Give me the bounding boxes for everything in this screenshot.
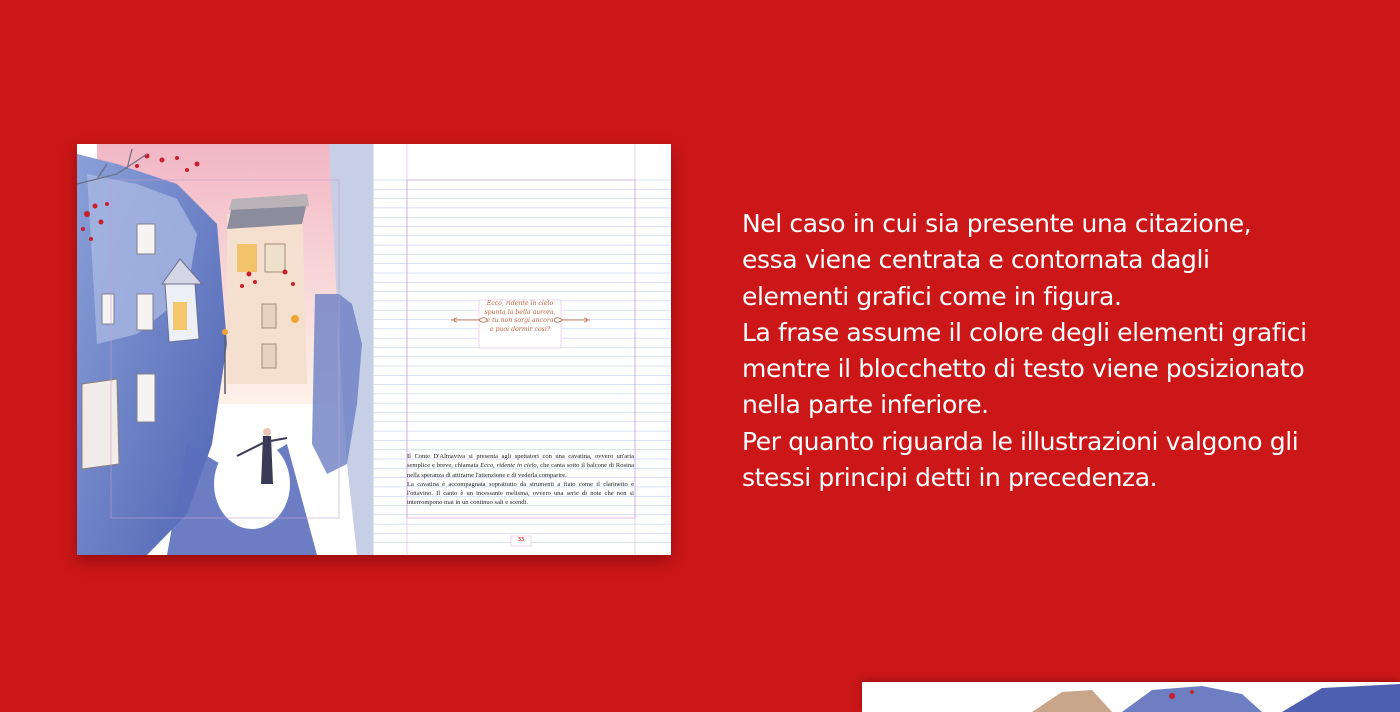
- thumbnail-illustration: [862, 682, 1400, 712]
- body-paragraph: [407, 452, 634, 480]
- description-line: Per quanto riguarda le illustrazioni valgono gli: [742, 426, 1299, 456]
- next-spread-thumbnail: [862, 682, 1400, 712]
- quote-line: e tu non sorgi ancora: [486, 317, 554, 325]
- quote-line: e puoi dormir così?: [489, 325, 551, 333]
- page-number: 33: [518, 537, 524, 543]
- description-line: essa viene centrata e contornata dagli: [742, 245, 1210, 275]
- description-line: nella parte inferiore.: [742, 390, 989, 420]
- body-paragraph: La cavatina è accompagnata soprattutto da strumenti a fiato come il clarinetto e l'ottavino. Il canto è un incessante melisma, ovvero una serie di note che non si interrompono mai in un continuo sali e scendi.: [407, 480, 634, 507]
- body-text-block: [407, 452, 634, 508]
- right-page: [374, 144, 671, 555]
- description-line: elementi grafici come in figura.: [742, 281, 1122, 311]
- book-spread-mockup: [77, 144, 671, 555]
- description-line: stessi principi detti in precedenza.: [742, 463, 1158, 493]
- body-text-italic: Ecco, ridente in cielo,: [480, 462, 539, 470]
- quote-line: spunta la bella aurora,: [484, 308, 556, 316]
- body-text-a: Il Conte D'Almaviva si presenta agli spettatori con una cavatina, ovvero un'aria semplice e breve, chiamata: [407, 453, 634, 470]
- body-text-b: che canta sotto il balcone di Rosina nella speranza di attirarne l'attenzione e di vederla comparire.: [407, 462, 634, 479]
- quote-block: [479, 300, 561, 348]
- description-line: mentre il blocchetto di testo viene posizionato: [742, 354, 1305, 384]
- left-page: [77, 144, 374, 555]
- description-line: La frase assume il colore degli elementi grafici: [742, 317, 1307, 347]
- watercolor-illustration: [77, 144, 374, 555]
- description-line: Nel caso in cui sia presente una citazione,: [742, 209, 1252, 238]
- description-text: [742, 206, 1342, 496]
- quote-line: Ecco, ridente in cielo: [486, 300, 554, 307]
